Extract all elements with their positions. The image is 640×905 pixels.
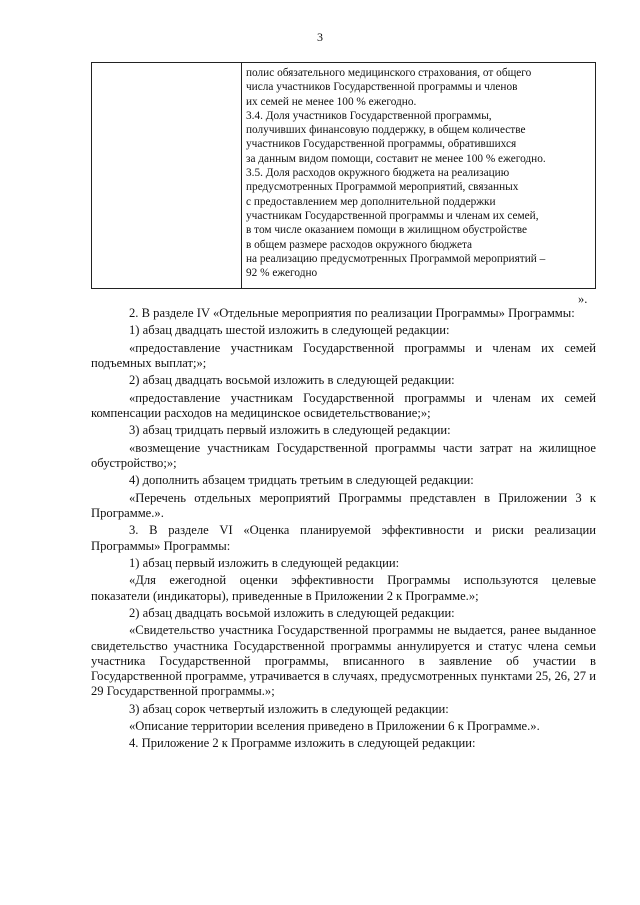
table-line: числа участников Государственной программы и членов <box>246 81 518 94</box>
paragraph: «Свидетельство участника Государственной программы не выдается, ранее выданное свидетельство участника Государственной программы аннулируется и статус члена семьи участника Государственной программы, вписанного в заявление об участии в Государственной программе, утрачивается в случаях, предусмотренных пунктами 25, 26, 27 и 29 Государственной программы.»; <box>91 623 596 699</box>
table-line: на реализацию предусмотренных Программой мероприятий – <box>246 252 546 265</box>
paragraph: 1) абзац двадцать шестой изложить в следующей редакции: <box>129 323 450 338</box>
table-line: участникам Государственной программы и членам их семей, <box>246 209 539 222</box>
paragraph: «Перечень отдельных мероприятий Программы представлен в Приложении 3 к Программе.». <box>91 490 596 520</box>
table-left-cell <box>92 63 242 288</box>
paragraph: 2) абзац двадцать восьмой изложить в следующей редакции: <box>129 373 455 388</box>
paragraph: 3) абзац сорок четвертый изложить в следующей редакции: <box>129 701 449 716</box>
table-right-cell <box>242 63 595 288</box>
table-line: в том числе оказанием помощи в жилищном обустройстве <box>246 224 528 237</box>
paragraph: «предоставление участникам Государственной программы и членам их семей подъемных выплат;»; <box>91 340 596 370</box>
table-line: в общем размере расходов окружного бюджета <box>246 238 473 251</box>
table-line: 3.4. Доля участников Государственной программы, <box>246 109 492 122</box>
page-number: 3 <box>317 30 323 44</box>
paragraph: 3. В разделе VI «Оценка планируемой эффективности и риски реализации Программы» Программы: <box>91 523 596 553</box>
paragraph: 1) абзац первый изложить в следующей редакции: <box>129 555 400 570</box>
paragraph: 3) абзац тридцать первый изложить в следующей редакции: <box>129 423 451 438</box>
table-line: 3.5. Доля расходов окружного бюджета на реализацию <box>246 167 510 180</box>
paragraph: 2. В разделе IV «Отдельные мероприятия по реализации Программы» Программы: <box>129 306 575 320</box>
paragraph: 2) абзац двадцать восьмой изложить в следующей редакции: <box>129 605 455 620</box>
table-line: участников Государственной программы, обратившихся <box>246 138 517 151</box>
paragraph: «Для ежегодной оценки эффективности Программы используются целевые показатели (индикаторы), приведенные в Приложении 2 к Программе.»; <box>91 573 596 603</box>
paragraph: 4) дополнить абзацем тридцать третьим в следующей редакции: <box>129 473 474 488</box>
table-line: с предоставлением мер дополнительной поддержки <box>246 195 496 208</box>
table-line: их семей не менее 100 % ежегодно. <box>246 95 417 108</box>
table-line: полис обязательного медицинского страхования, от общего <box>246 67 532 79</box>
paragraph: «Описание территории вселения приведено в Приложении 6 к Программе.». <box>129 718 540 733</box>
paragraph: «возмещение участникам Государственной программы части затрат на жилищное обустройство;»; <box>91 440 596 470</box>
table-line: 92 % ежегодно <box>246 267 318 280</box>
closing-quote: ». <box>578 292 588 306</box>
paragraph: «предоставление участникам Государственной программы и членам их семей компенсации расходов на медицинское освидетельствование;»; <box>91 390 596 420</box>
table-line: за данным видом помощи, составит не менее 100 % ежегодно. <box>246 152 546 165</box>
document-body <box>91 306 596 754</box>
table-line: получивших финансовую поддержку, в общем количестве <box>246 124 526 137</box>
indicator-table <box>91 62 596 289</box>
table-line: предусмотренных Программой мероприятий, связанных <box>246 181 519 194</box>
paragraph: 4. Приложение 2 к Программе изложить в следующей редакции: <box>129 736 476 751</box>
